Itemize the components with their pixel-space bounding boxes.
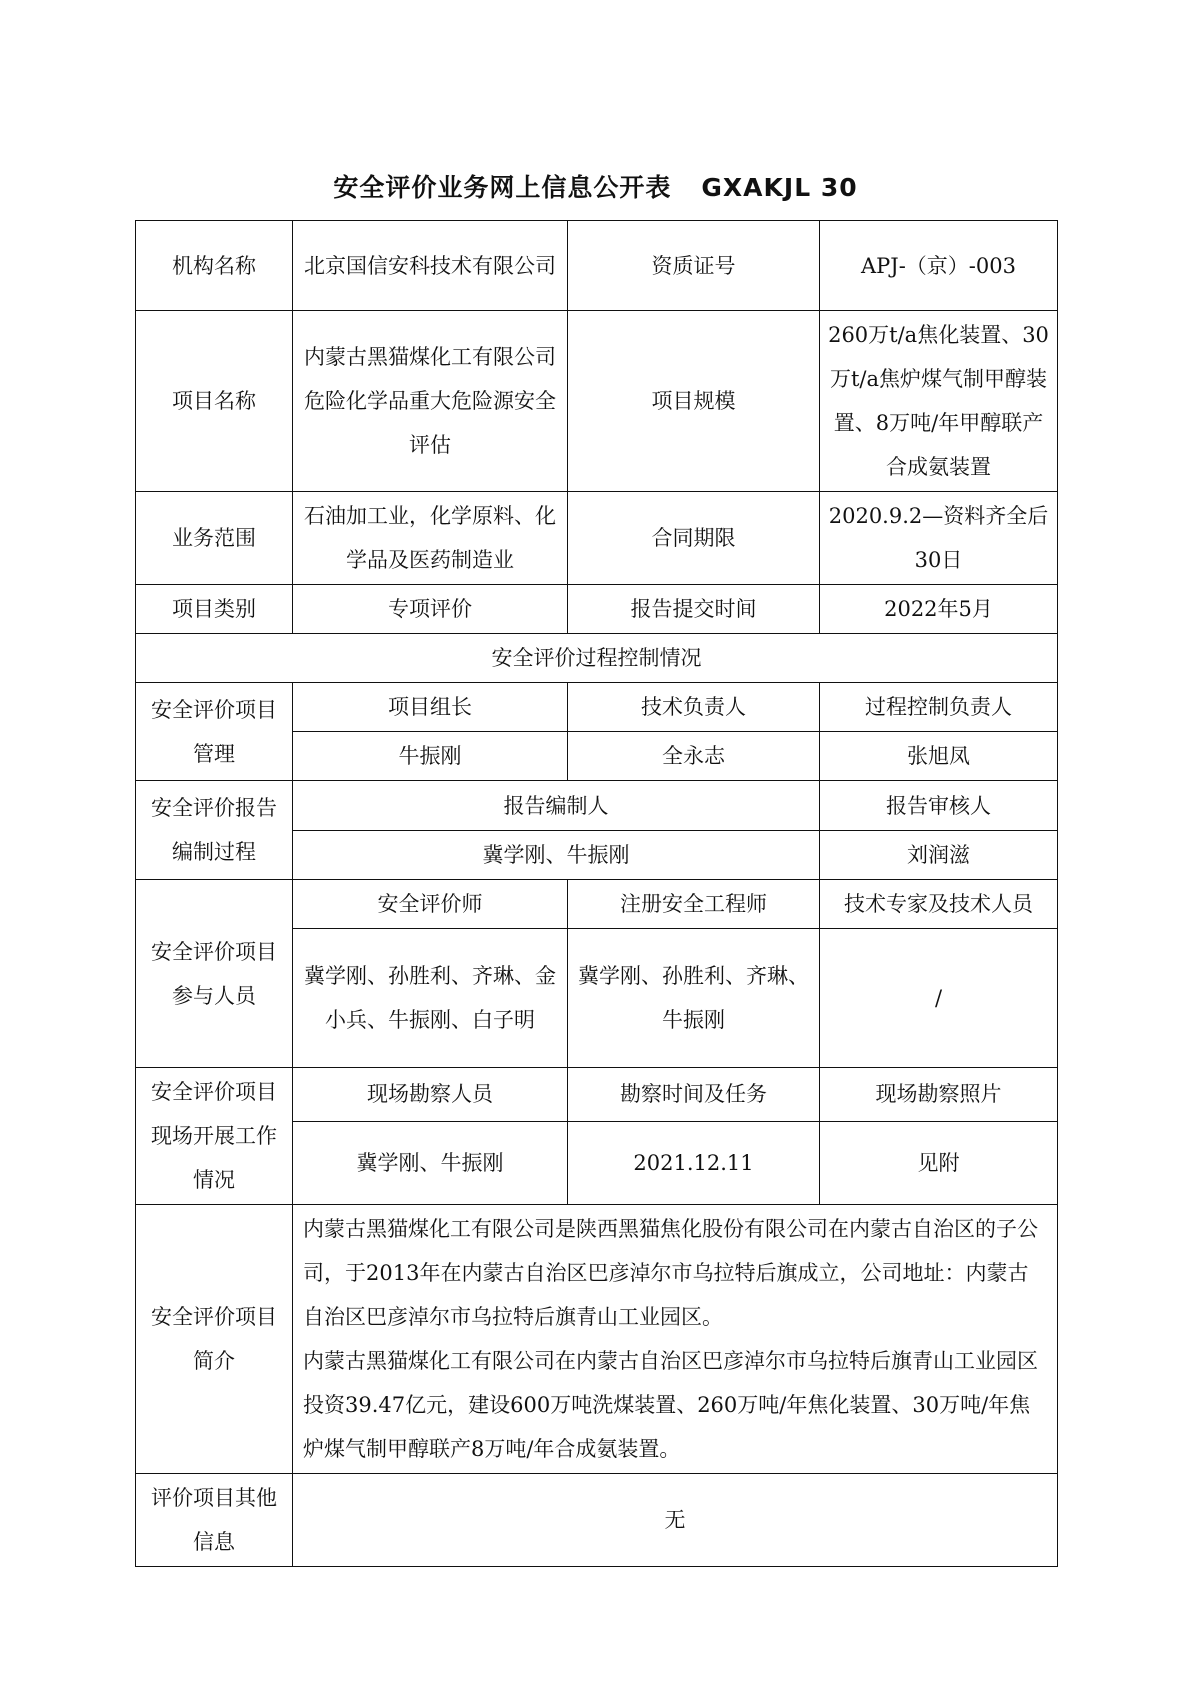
value-process-lead: 张旭凤 (820, 732, 1058, 781)
header-report-author: 报告编制人 (293, 781, 820, 831)
value-report-author: 冀学刚、牛振刚 (293, 831, 820, 880)
header-site-photos: 现场勘察照片 (820, 1068, 1058, 1122)
label-project-category: 项目类别 (136, 585, 293, 634)
label-business-scope: 业务范围 (136, 492, 293, 585)
header-tech-lead: 技术负责人 (568, 683, 820, 732)
value-inspection-time-task: 2021.12.11 (568, 1121, 820, 1204)
value-report-reviewer: 刘润滋 (820, 831, 1058, 880)
section-process-control: 安全评价过程控制情况 (136, 634, 1058, 683)
label-contract-term: 合同期限 (568, 492, 820, 585)
label-participants: 安全评价项目参与人员 (136, 880, 293, 1068)
value-contract-term: 2020.9.2—资料齐全后30日 (820, 492, 1058, 585)
value-project-name: 内蒙古黑猫煤化工有限公司危险化学品重大危险源安全评估 (293, 311, 568, 492)
title-text: 安全评价业务网上信息公开表 (333, 173, 672, 202)
label-project-scale: 项目规模 (568, 311, 820, 492)
label-project-intro: 安全评价项目简介 (136, 1205, 293, 1474)
value-other-info: 无 (293, 1474, 1058, 1567)
header-reg-safety-engineer: 注册安全工程师 (568, 880, 820, 929)
label-project-management: 安全评价项目管理 (136, 683, 293, 781)
value-reg-safety-engineer: 冀学刚、孙胜利、齐琳、牛振刚 (568, 929, 820, 1068)
value-business-scope: 石油加工业，化学原料、化学品及医药制造业 (293, 492, 568, 585)
header-team-leader: 项目组长 (293, 683, 568, 732)
header-report-reviewer: 报告审核人 (820, 781, 1058, 831)
label-report-process: 安全评价报告编制过程 (136, 781, 293, 880)
value-safety-evaluator: 冀学刚、孙胜利、齐琳、金小兵、牛振刚、白子明 (293, 929, 568, 1068)
header-site-inspectors: 现场勘察人员 (293, 1068, 568, 1122)
value-cert-no: APJ-（京）-003 (820, 221, 1058, 311)
page-title (0, 168, 1191, 204)
label-site-work: 安全评价项目现场开展工作情况 (136, 1068, 293, 1205)
header-safety-evaluator: 安全评价师 (293, 880, 568, 929)
value-project-scale: 260万t/a焦化装置、30万t/a焦炉煤气制甲醇装置、8万吨/年甲醇联产合成氨装置 (820, 311, 1058, 492)
label-org-name: 机构名称 (136, 221, 293, 311)
value-tech-lead: 全永志 (568, 732, 820, 781)
value-report-submit-time: 2022年5月 (820, 585, 1058, 634)
intro-paragraph-1: 内蒙古黑猫煤化工有限公司是陕西黑猫焦化股份有限公司在内蒙古自治区的子公司，于2013年在内蒙古自治区巴彦淖尔市乌拉特后旗成立，公司地址：内蒙古自治区巴彦淖尔市乌拉特后旗青山工业园区。 (303, 1217, 1038, 1329)
value-project-intro (293, 1205, 1058, 1474)
value-site-inspectors: 冀学刚、牛振刚 (293, 1121, 568, 1204)
label-report-submit-time: 报告提交时间 (568, 585, 820, 634)
label-cert-no: 资质证号 (568, 221, 820, 311)
header-tech-experts: 技术专家及技术人员 (820, 880, 1058, 929)
header-inspection-time-task: 勘察时间及任务 (568, 1068, 820, 1122)
value-tech-experts: / (820, 929, 1058, 1068)
info-table (135, 220, 1058, 1567)
value-org-name: 北京国信安科技术有限公司 (293, 221, 568, 311)
value-team-leader: 牛振刚 (293, 732, 568, 781)
intro-paragraph-2: 内蒙古黑猫煤化工有限公司在内蒙古自治区巴彦淖尔市乌拉特后旗青山工业园区投资39.47亿元，建设600万吨洗煤装置、260万吨/年焦化装置、30万吨/年焦炉煤气制甲醇联产8万吨/年合成氨装置。 (303, 1349, 1038, 1461)
value-site-photos: 见附 (820, 1121, 1058, 1204)
label-project-name: 项目名称 (136, 311, 293, 492)
label-other-info: 评价项目其他信息 (136, 1474, 293, 1567)
header-process-lead: 过程控制负责人 (820, 683, 1058, 732)
document-code: GXAKJL 30 (701, 173, 858, 202)
value-project-category: 专项评价 (293, 585, 568, 634)
